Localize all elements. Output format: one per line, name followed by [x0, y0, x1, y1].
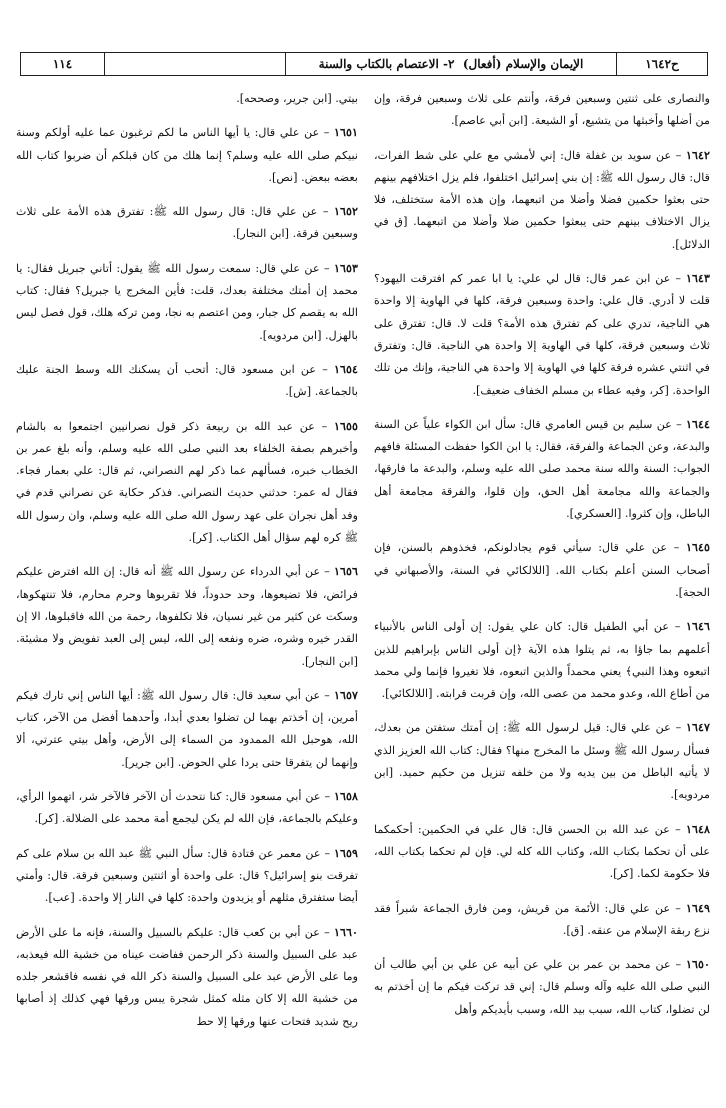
- hadith-1644: [374, 413, 710, 525]
- hadith-1643: [374, 267, 710, 402]
- hadith-number: ١٦٤٩: [685, 900, 710, 915]
- hadith-1655: [16, 415, 358, 550]
- hadith-text: – عن عبد الله بن ربيعة ذكر قول نصرانيين اجتمعوا به بالشام وأخبرهم بصفة الخلفاء بعد النبي صلى الله عليه وسلم، وأنه بلغ عمر بن الخطاب خبره، فسألهم عما ذكر لهم النصراني، ثم قال: علي بعمار فجاء. فقال له عمر: حدثني حديث النصراني. فذكر حكاية عن نصراني قدم في وفد أهل نجران على عهد رسول الله صلى الله عليه وسلم، وان رسول الله ﷺ كره لهم سؤال أهل الكتاب. [كر].: [16, 419, 358, 545]
- header-volume: ح١٦٤٢: [616, 53, 707, 75]
- hadith-text: – عن علي قال: يا أيها الناس ما لكم ترغبون عما عليه أولكم وسنة نبيكم صلى الله عليه وسلم؟ إنما هلك من كان قبلكم أن ضربوا كتاب الله بعضه ببعض. [نص].: [16, 126, 358, 184]
- hadith-text: – عن علي قال: سمعت رسول الله ﷺ يقول: أتاني جبريل فقال: يا محمد إن أمتك مختلفة بعدك، قلت: فأين المخرج يا جبريل؟ فقال: كتاب الله به يقصم كل جبار، ومن اعتصم به نجا، ومن تركه هلك، قول فصل ليس بالهزل. [ابن مردويه].: [16, 261, 358, 342]
- hadith-number: ١٦٥٨: [333, 789, 358, 804]
- right-column: [374, 88, 710, 1098]
- hadith-number: ١٦٤٤: [685, 416, 710, 431]
- hadith-text: – عن سويد بن غفلة قال: إني لأمشي مع علي على شط الفرات، قال: قال رسول الله ﷺ: إن بني إسرائيل اختلفوا، فلم يزل اختلافهم بينهم حتى بعثوا حكمين فضلا وأضلا من اتبعهما، وإن هذه الأمة ستختلف، فلا يزال الاختلاف بينهم حتى يبعثوا حكمين ضلا وأضلا من اتبعهما. [ق في الدلائل].: [374, 148, 710, 251]
- header-book-title: [285, 53, 616, 75]
- hadith-text: – عن أبي سعيد قال: قال رسول الله ﷺ: أيها الناس إني تارك فيكم أمرين، إن أخذتم بهما لن تضلوا بعدي أبدا، وأحدهما أفضل من الآخر، كتاب الله، هوحبل الله الممدود من السماء إلى الأرض، وأهل بيتي عترتي، ألا وإنهما لن يتفرقا حتى يردا علي الحوض. [ابن جرير].: [16, 688, 358, 769]
- running-header: [20, 52, 708, 76]
- hadith-number: ١٦٥٢: [333, 204, 358, 219]
- hadith-number: ١٦٥٧: [333, 687, 358, 702]
- hadith-number: ١٦٦٠: [333, 924, 358, 939]
- hadith-text: – عن ابن عمر قال: قال لي علي: يا ابا عمر كم افترقت اليهود؟ قلت لا أدري. قال علي: واحدة وسبعين فرقة، كلها في الهاوية إلا واحدة هي الناجية، تدري على كم تفترق هذه الأمة؟ قلت لا. قال: تفترق على ثلاث وسبعين فرقة، كلها في الهاوية إلا واحدة هي الناجية. قال: وتفترق في اثنتي عشره فرقة كلها في الهاوية إلا واحدة هي الناجية، وإنك من تلك الواحدة. [كر، وفيه عطاء بن مسلم الخفاف ضعيف].: [374, 272, 710, 397]
- hadith-number: ١٦٥٥: [333, 418, 358, 433]
- hadith-number: ١٦٥٤: [333, 361, 358, 376]
- header-blank: [104, 53, 285, 75]
- hadith-text: – عن سليم بن قيس العامري قال: سأل ابن الكواء علياً عن السنة والبدعة، وعن الجماعة والفرقة، فقال: يا ابن الكوا حفظت المسئلة فافهم الجواب: السنة والله سنة محمد صلى الله عليه وسلم، والبدعة ما فارقها، والجماعة والله مجامعة أهل الحق، وإن قلوا، والفرقة مجامعة أهل الباطل، وإن كثروا. [العسكري].: [374, 417, 710, 521]
- hadith-number: ١٦٤٢: [685, 147, 710, 162]
- hadith-number: ١٦٤٦: [685, 619, 710, 634]
- hadith-1650: [374, 953, 710, 1021]
- hadith-text: – عن علي قال: سيأتي قوم يجادلونكم، فخذوهم بالسنن، فإن أصحاب السنن أعلم بكتاب الله. [اللالكائي في السنة، والأصبهاني في الحجة].: [374, 541, 710, 599]
- hadith-1646: [374, 615, 710, 705]
- hadith-number: ١٦٥٦: [333, 564, 358, 579]
- hadith-1653: [16, 257, 358, 347]
- hadith-number: ١٦٥٣: [333, 260, 358, 275]
- hadith-1659: [16, 842, 358, 910]
- left-column: [16, 88, 358, 1098]
- hadith-1642: [374, 144, 710, 256]
- hadith-text: – عن محمد بن عمر بن علي عن أبيه عن علي بن أبي طالب أن النبي صلى الله عليه وآله وسلم قال: إني قد تركت فيكم ما إن أخذتم به لن تضلوا، كتاب الله، سبب بيد الله، وسبب بأيديكم وأهل: [374, 958, 710, 1016]
- hadith-1652: [16, 200, 358, 246]
- book-title: الإيمان والإسلام (أفعال): [462, 57, 584, 71]
- hadith-text: – عن علي قال: الأئمة من قريش، ومن فارق الجماعة شبراً فقد نزع ربقة الإسلام من عنقه. [ق].: [374, 901, 710, 937]
- hadith-text: – عن علي قال: قيل لرسول الله ﷺ: إن أمتك ستفتن من بعدك، فسأل رسول الله ﷺ وسئل ما المخرج منها؟ فقال: كتاب الله العزيز الذي لا يأتيه الباطل من بين يديه ولا من خلفه تنزيل من حكيم حميد. [ابن مردويه].: [374, 721, 710, 802]
- hadith-text: – عن أبي الدرداء عن رسول الله ﷺ أنه قال: إن الله افترض عليكم فرائض، فلا تضيعوها، وحد حدوداً، فلا تقربوها وحرم محارم، فلا تنتهكوها، وسكت عن كثير من غير نسيان، فلا تكلفوها، رحمة من الله فاقبلوها، الا إن القدر خيره وشره، ضره ونفعه إلى الله، ليس إلى العبد تفويض ولا مشيئة. [ابن النجار].: [16, 565, 358, 668]
- hadith-text: – عن ابن مسعود قال: أتحب أن يسكنك الله وسط الجنة عليك بالجماعة. [ش].: [16, 362, 358, 399]
- continuation-text: والنصارى على ثنتين وسبعين فرقة، وأنتم على ثلاث وسبعين فرقة، وإن من أضلها وأخبثها من يتشيع، أو الشيعة. [ابن أبي عاصم].: [374, 92, 710, 128]
- hadith-1648: [374, 818, 710, 886]
- hadith-text: – عن عبد الله بن الحسن قال: قال علي في الحكمين: أحكمكما على أن تحكما بكتاب الله، وكتاب الله كله لي. فإن لم تحكما بكتاب الله، فلا حكومة لكما. [كر].: [374, 822, 710, 881]
- page-number: ١١٤: [52, 57, 73, 71]
- section-title: ٢- الاعتصام بالكتاب والسنة: [318, 57, 455, 71]
- hadith-1647: [374, 716, 710, 806]
- hadith-1649: [374, 897, 710, 943]
- hadith-text: – عن أبي بن كعب قال: عليكم بالسبيل والسنة، فإنه ما على الأرض عبد على السبيل والسنة ذكر الرحمن ففاضت عيناه من خشية الله فيعذبه، وما على الأرض عبد على السبيل والسنة ذكر الله في نفسه فاقشعر جلده من خشية الله إلا كان مثله كمثل شجرة يبس ورقها فهي كذلك إذ أصابها ريح شديد فتحات عنها ورقها إلا حط: [16, 925, 358, 1028]
- hadith-number: ١٦٤٣: [685, 271, 710, 286]
- hadith-1645: [374, 536, 710, 604]
- hadith-1658: [16, 785, 358, 831]
- hadith-number: ١٦٤٥: [685, 540, 710, 555]
- hadith-text: – عن أبي الطفيل قال: كان علي يقول: إن أولى الناس بالأنبياء أعلمهم بما جاؤا به، ثم يتلوا هذه الآية ﴿إن أولى الناس بإبراهيم للذين اتبعوه وهذا النبي﴾ يعني محمداً والذين اتبعوه، فلا تغيروا فإنما ولي محمد من أطاع الله، وعدو محمد من عصى الله، وإن قربت قرابته. [اللالكائي].: [374, 620, 710, 701]
- hadith-number: ١٦٤٨: [685, 821, 710, 836]
- hadith-number: ١٦٥٠: [685, 957, 710, 972]
- hadith-number: ١٦٥١: [333, 125, 358, 140]
- hadith-1656: [16, 560, 358, 672]
- hadith-1657: [16, 684, 358, 774]
- hadith-number: ١٦٤٧: [685, 720, 710, 735]
- hadith-text: – عن علي قال: قال رسول الله ﷺ: تفترق هذه الأمة على ثلاث وسبعين فرقة. [ابن النجار].: [16, 205, 358, 241]
- hadith-number: ١٦٥٩: [333, 845, 358, 860]
- hadith-1660: [16, 921, 358, 1033]
- hadith-text: – عن معمر عن قتادة قال: سأل النبي ﷺ عبد الله بن سلام على كم تفرقت بنو إسرائيل؟ قال: على واحدة أو اثنتين وسبعين فرقة. قال: وأمتي أيضا ستفترق مثلهم أو يزيدون واحدة: كلها في النار إلا واحدة. [عب].: [16, 846, 358, 905]
- hadith-1654: [16, 358, 358, 404]
- hadith-text: – عن أبي مسعود قال: كنا نتحدث أن الآخر فالآخر شر، اتهموا الرأي، وعليكم بالجماعة، فإن الله لم يكن ليجمع أمة محمد على الضلالة. [كر].: [16, 790, 358, 826]
- continuation-text: بيتي. [ابن جرير، وصححه].: [236, 92, 358, 105]
- hadith-1651: [16, 121, 358, 189]
